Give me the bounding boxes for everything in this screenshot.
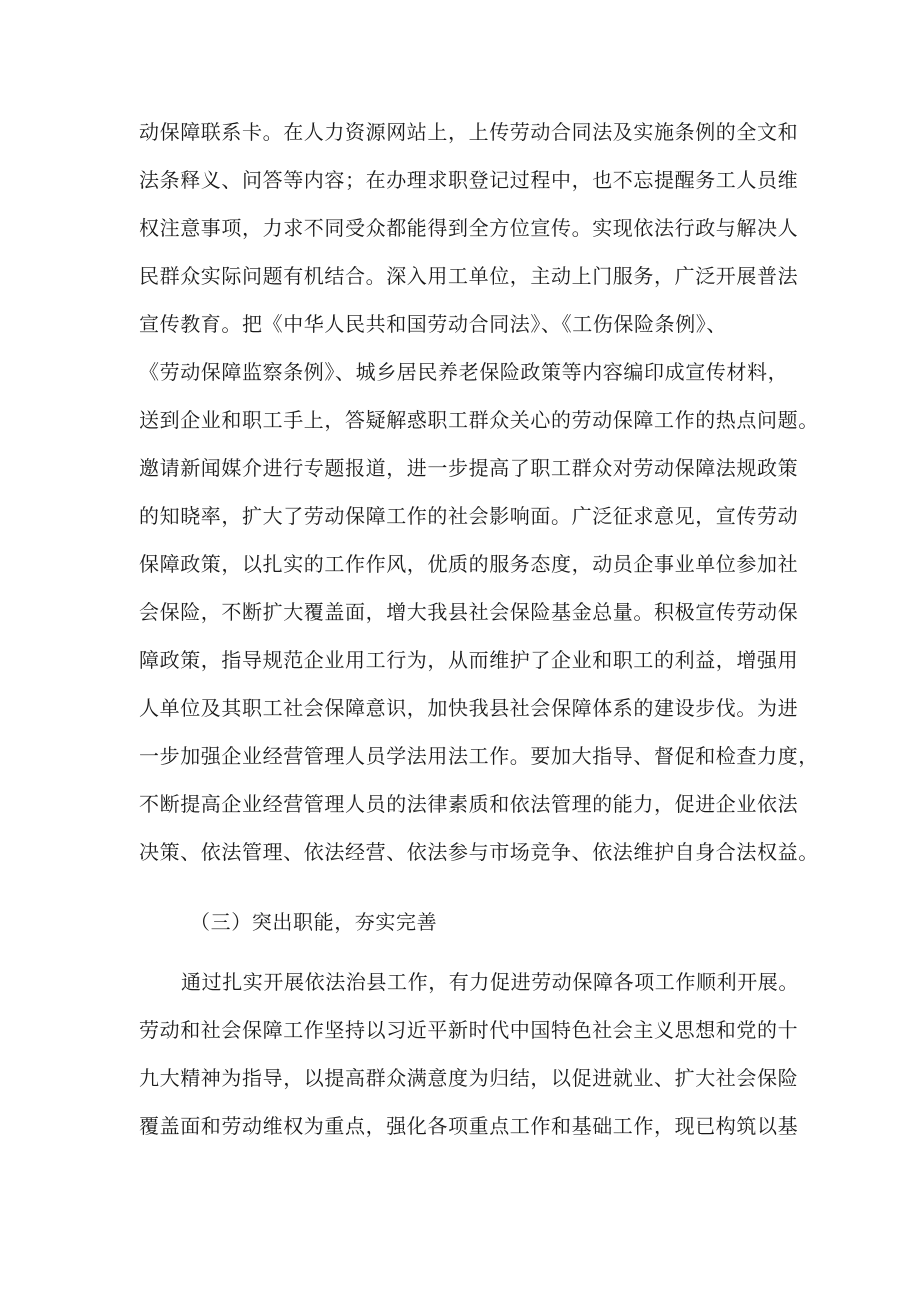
paragraph-1-line: 《劳动保障监察条例》、城乡居民养老保险政策等内容编印成宣传材料，	[139, 360, 789, 384]
paragraph-1-line: 权注意事项，力求不同受众都能得到全方位宣传。实现依法行政与解决人	[139, 216, 799, 240]
paragraph-1-line: 障政策，指导规范企业用工行为，从而维护了企业和职工的利益，增强用	[139, 648, 799, 672]
paragraph-2-line: 劳动和社会保障工作坚持以习近平新时代中国特色社会主义思想和党的十	[139, 1018, 799, 1042]
section-heading: （三）突出职能，夯实完善	[190, 910, 438, 934]
paragraph-1-line: 一步加强企业经营管理人员学法用法工作。要加大指导、督促和检查力度，	[139, 744, 819, 768]
paragraph-1-line: 送到企业和职工手上，答疑解惑职工群众关心的劳动保障工作的热点问题。	[139, 408, 819, 432]
paragraph-1-line: 动保障联系卡。在人力资源网站上，上传劳动合同法及实施条例的全文和	[139, 120, 799, 144]
paragraph-1-line: 保障政策，以扎实的工作作风，优质的服务态度，动员企事业单位参加社	[139, 552, 799, 576]
paragraph-1-line: 邀请新闻媒介进行专题报道，进一步提高了职工群众对劳动保障法规政策	[139, 456, 799, 480]
paragraph-1-line: 法条释义、问答等内容；在办理求职登记过程中，也不忘提醒务工人员维	[139, 168, 799, 192]
paragraph-1-line: 宣传教育。把《中华人民共和国劳动合同法》、《工伤保险条例》、	[139, 312, 727, 336]
paragraph-1-line: 人单位及其职工社会保障意识，加快我县社会保障体系的建设步伐。为进	[139, 696, 799, 720]
paragraph-1-line: 民群众实际问题有机结合。深入用工单位，主动上门服务，广泛开展普法	[139, 264, 799, 288]
paragraph-1-line: 的知晓率，扩大了劳动保障工作的社会影响面。广泛征求意见，宣传劳动	[139, 504, 799, 528]
paragraph-2-line: 通过扎实开展依法治县工作，有力促进劳动保障各项工作顺利开展。	[181, 970, 799, 994]
paragraph-2-line: 九大精神为指导，以提高群众满意度为归结，以促进就业、扩大社会保险	[139, 1066, 799, 1090]
paragraph-2-line: 覆盖面和劳动维权为重点，强化各项重点工作和基础工作，现已构筑以基	[139, 1114, 799, 1138]
paragraph-1-line: 会保险，不断扩大覆盖面，增大我县社会保险基金总量。积极宣传劳动保	[139, 600, 799, 624]
paragraph-1-line: 决策、依法管理、依法经营、依法参与市场竞争、依法维护自身合法权益。	[139, 840, 819, 864]
paragraph-1-line: 不断提高企业经营管理人员的法律素质和依法管理的能力，促进企业依法	[139, 792, 799, 816]
